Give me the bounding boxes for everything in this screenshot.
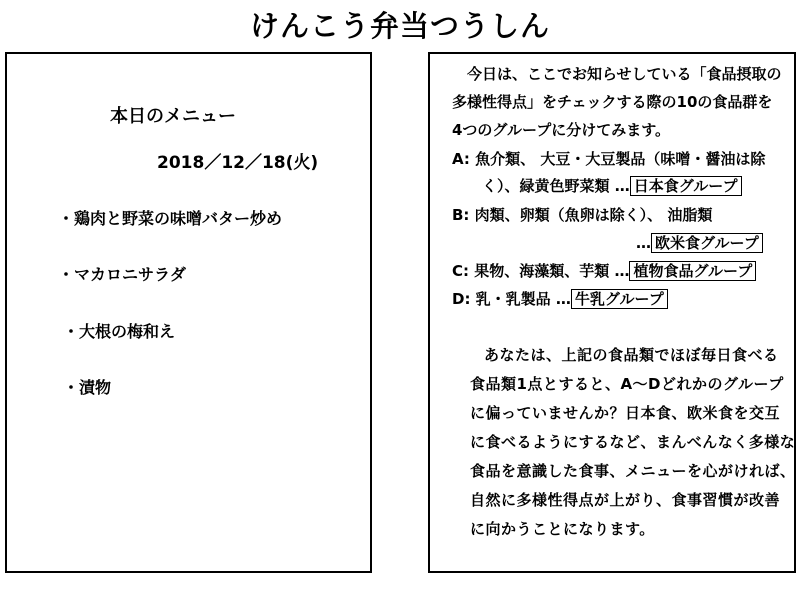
group-d-text: D: 乳・乳製品 … — [452, 290, 571, 308]
outro-line: に偏っていませんか？日本食、欧米食を交互 — [470, 404, 781, 422]
outro-line: あなたは、上記の食品類でほぼ毎日食べる — [484, 346, 779, 364]
outro-line: 食品類1点とすると、A～Dどれかのグループ — [470, 375, 784, 393]
intro-line: 今日は、ここでお知らせしている「食品摂取の — [467, 65, 782, 83]
group-c-label: 植物食品グループ — [629, 261, 756, 281]
group-a-line1: A: 魚介類、 大豆・大豆製品（味噌・醤油は除 — [452, 150, 766, 168]
group-a-text: く）、緑黄色野菜類 … — [482, 177, 630, 195]
outro-line: 食品を意識した食事、メニューを心がければ、 — [470, 462, 796, 480]
group-d-line — [452, 289, 668, 309]
group-d-label: 牛乳グループ — [571, 289, 668, 309]
group-c-line — [452, 261, 756, 281]
menu-date: 2018／12／18(火) — [157, 153, 319, 173]
outro-line: に食べるようにするなど、まんべんなく多様な — [470, 433, 796, 451]
menu-item: ・鶏肉と野菜の味噌バター炒め — [58, 209, 283, 228]
group-b-label: 欧米食グループ — [651, 233, 763, 253]
group-b-line2 — [636, 233, 763, 253]
intro-line: 4つのグループに分けてみます。 — [452, 121, 671, 139]
menu-item: ・大根の梅和え — [63, 322, 176, 341]
group-b-line1: B: 肉類、卵類（魚卵は除く）、 油脂類 — [452, 206, 713, 224]
menu-item: ・マカロニサラダ — [58, 265, 186, 284]
group-b-lead: … — [636, 234, 651, 252]
menu-item: ・漬物 — [63, 378, 112, 397]
group-a-label: 日本食グループ — [630, 176, 742, 196]
group-a-line2 — [482, 176, 742, 196]
menu-heading: 本日のメニュー — [110, 106, 236, 127]
outro-line: に向かうことになります。 — [470, 520, 655, 538]
group-c-text: C: 果物、海藻類、芋類 … — [452, 262, 630, 280]
intro-line: 多様性得点」をチェックする際の10の食品群を — [452, 93, 773, 111]
newsletter-title: けんこう弁当つうしん — [249, 9, 550, 43]
outro-line: 自然に多様性得点が上がり、食事習慣が改善 — [470, 491, 781, 509]
menu-panel — [5, 52, 372, 573]
